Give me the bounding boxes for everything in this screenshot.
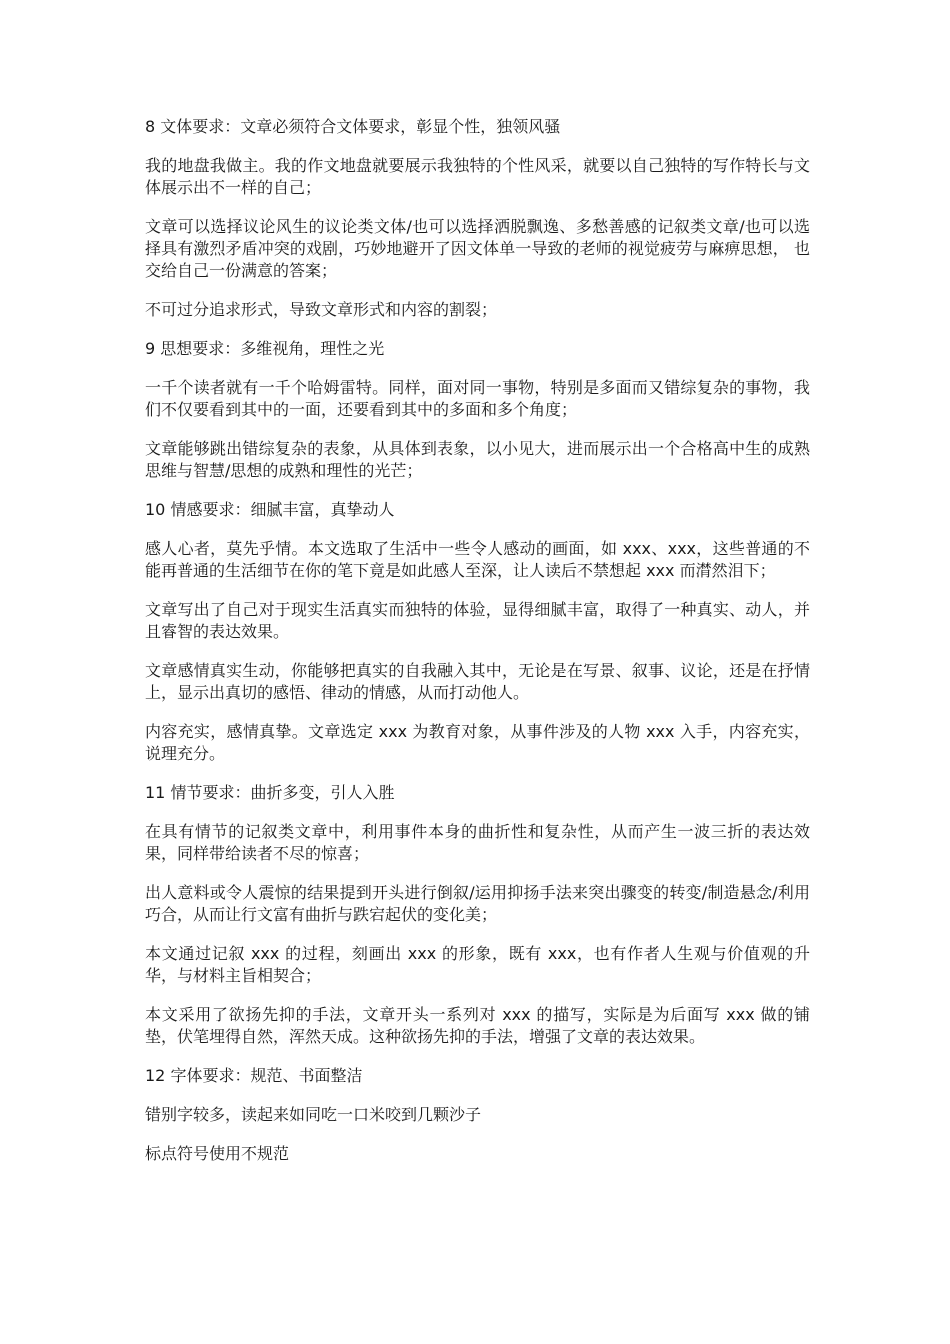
section-heading-8: 8 文体要求：文章必须符合文体要求，彰显个性，独领风骚 — [145, 117, 561, 136]
section-heading-11: 11 情节要求：曲折多变，引人入胜 — [145, 783, 395, 802]
paragraph: 一千个读者就有一千个哈姆雷特。同样，面对同一事物，特别是多面而又错综复杂的事物，我们不仅要看到其中的一面，还要看到其中的多面和多个角度； — [145, 378, 810, 419]
paragraph: 文章感情真实生动，你能够把真实的自我融入其中，无论是在写景、叙事、议论，还是在抒情上，显示出真切的感悟、律动的情感，从而打动他人。 — [145, 661, 810, 702]
paragraph: 错别字较多，读起来如同吃一口米咬到几颗沙子 — [145, 1105, 482, 1124]
paragraph: 文章可以选择议论风生的议论类文体/也可以选择洒脱飘逸、多愁善感的记叙类文章/也可以选择具有激烈矛盾冲突的戏剧，巧妙地避开了因文体单一导致的老师的视觉疲劳与麻痹思想， 也交给自己一份满意的答案； — [145, 217, 810, 280]
paragraph: 不可过分追求形式，导致文章形式和内容的割裂； — [145, 300, 498, 319]
paragraph: 出人意料或令人震惊的结果提到开头进行倒叙/运用抑扬手法来突出骤变的转变/制造悬念/利用巧合，从而让行文富有曲折与跌宕起伏的变化美； — [145, 883, 810, 924]
paragraph: 在具有情节的记叙类文章中，利用事件本身的曲折性和复杂性，从而产生一波三折的表达效果，同样带给读者不尽的惊喜； — [145, 822, 810, 863]
paragraph: 我的地盘我做主。我的作文地盘就要展示我独特的个性风采，就要以自己独特的写作特长与文体展示出不一样的自己； — [145, 156, 810, 197]
paragraph: 标点符号使用不规范 — [145, 1144, 290, 1163]
paragraph: 内容充实，感情真挚。文章选定 xxx 为教育对象，从事件涉及的人物 xxx 入手，内容充实，说理充分。 — [145, 722, 810, 763]
section-heading-12: 12 字体要求：规范、书面整洁 — [145, 1066, 363, 1085]
paragraph: 感人心者，莫先乎情。本文选取了生活中一些令人感动的画面，如 xxx、xxx，这些普通的不能再普通的生活细节在你的笔下竟是如此感人至深，让人读后不禁想起 xxx 而潸然泪下； — [145, 539, 810, 580]
paragraph: 本文通过记叙 xxx 的过程，刻画出 xxx 的形象，既有 xxx，也有作者人生观与价值观的升华，与材料主旨相契合； — [145, 944, 810, 985]
paragraph: 文章写出了自己对于现实生活真实而独特的体验，显得细腻丰富，取得了一种真实、动人，并且睿智的表达效果。 — [145, 600, 810, 641]
section-heading-9: 9 思想要求：多维视角，理性之光 — [145, 339, 385, 358]
section-heading-10: 10 情感要求：细腻丰富，真挚动人 — [145, 500, 395, 519]
document-body — [145, 116, 810, 1182]
paragraph: 本文采用了欲扬先抑的手法，文章开头一系列对 xxx 的描写，实际是为后面写 xxx 做的铺垫，伏笔埋得自然，浑然天成。这种欲扬先抑的手法，增强了文章的表达效果。 — [145, 1005, 810, 1046]
paragraph: 文章能够跳出错综复杂的表象，从具体到表象，以小见大，进而展示出一个合格高中生的成熟思维与智慧/思想的成熟和理性的光芒； — [145, 439, 810, 480]
